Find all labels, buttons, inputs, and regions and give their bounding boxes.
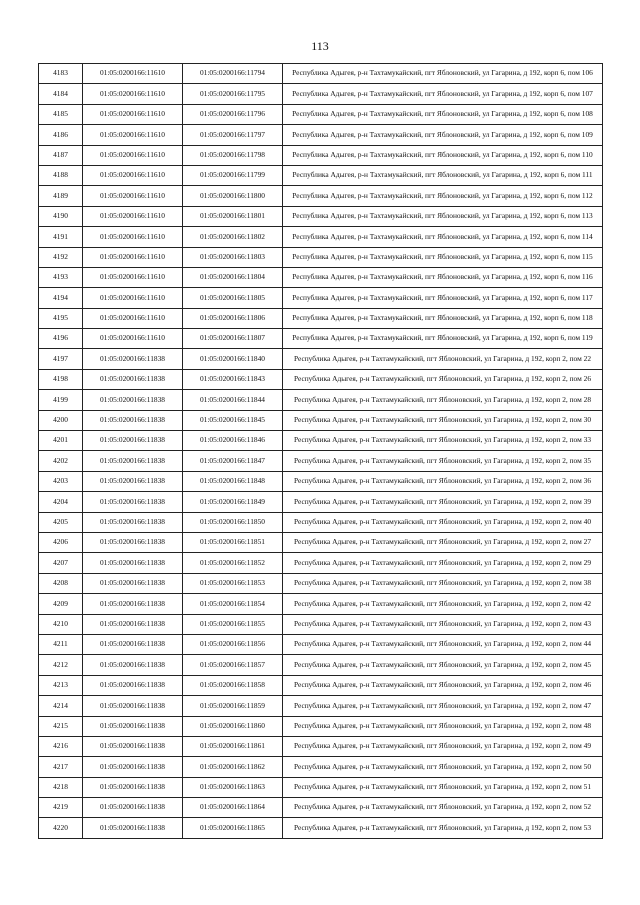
table-row — [39, 492, 603, 512]
cadastral-number-cell: 01:05:0200166:11863 — [183, 777, 283, 797]
cadastral-number-cell: 01:05:0200166:11862 — [183, 757, 283, 777]
parent-cadastral-number-cell: 01:05:0200166:11838 — [83, 532, 183, 552]
row-number-cell: 4185 — [39, 104, 83, 124]
row-number-cell: 4211 — [39, 634, 83, 654]
row-number-cell: 4191 — [39, 227, 83, 247]
parent-cadastral-number-cell: 01:05:0200166:11838 — [83, 675, 183, 695]
cadastral-number-cell: 01:05:0200166:11851 — [183, 532, 283, 552]
cadastral-number-cell: 01:05:0200166:11802 — [183, 227, 283, 247]
table-row — [39, 288, 603, 308]
address-cell: Республика Адыгея, р-н Тахтамукайский, пгт Яблоновский, ул Гагарина, д 192, корп 2, пом 45 — [283, 655, 603, 675]
address-cell: Республика Адыгея, р-н Тахтамукайский, пгт Яблоновский, ул Гагарина, д 192, корп 2, пом 50 — [283, 757, 603, 777]
table-row — [39, 186, 603, 206]
table-row — [39, 369, 603, 389]
table-row — [39, 329, 603, 349]
cadastral-number-cell: 01:05:0200166:11795 — [183, 84, 283, 104]
address-cell: Республика Адыгея, р-н Тахтамукайский, пгт Яблоновский, ул Гагарина, д 192, корп 2, пом 40 — [283, 512, 603, 532]
row-number-cell: 4212 — [39, 655, 83, 675]
table-row — [39, 308, 603, 328]
address-cell: Республика Адыгея, р-н Тахтамукайский, пгт Яблоновский, ул Гагарина, д 192, корп 6, пом 116 — [283, 267, 603, 287]
parent-cadastral-number-cell: 01:05:0200166:11610 — [83, 84, 183, 104]
table-row — [39, 145, 603, 165]
table-row — [39, 532, 603, 552]
table-row — [39, 471, 603, 491]
cadastral-number-cell: 01:05:0200166:11794 — [183, 64, 283, 84]
table-row — [39, 553, 603, 573]
row-number-cell: 4215 — [39, 716, 83, 736]
row-number-cell: 4197 — [39, 349, 83, 369]
cadastral-number-cell: 01:05:0200166:11840 — [183, 349, 283, 369]
table-row — [39, 573, 603, 593]
table-row — [39, 349, 603, 369]
cadastral-number-cell: 01:05:0200166:11854 — [183, 594, 283, 614]
cadastral-number-cell: 01:05:0200166:11796 — [183, 104, 283, 124]
table-row — [39, 267, 603, 287]
parent-cadastral-number-cell: 01:05:0200166:11838 — [83, 655, 183, 675]
parent-cadastral-number-cell: 01:05:0200166:11610 — [83, 64, 183, 84]
parent-cadastral-number-cell: 01:05:0200166:11838 — [83, 451, 183, 471]
address-cell: Республика Адыгея, р-н Тахтамукайский, пгт Яблоновский, ул Гагарина, д 192, корп 2, пом 39 — [283, 492, 603, 512]
table-row — [39, 757, 603, 777]
row-number-cell: 4186 — [39, 125, 83, 145]
address-cell: Республика Адыгея, р-н Тахтамукайский, пгт Яблоновский, ул Гагарина, д 192, корп 6, пом 115 — [283, 247, 603, 267]
row-number-cell: 4187 — [39, 145, 83, 165]
cadastral-number-cell: 01:05:0200166:11845 — [183, 410, 283, 430]
cadastral-number-cell: 01:05:0200166:11864 — [183, 798, 283, 818]
row-number-cell: 4205 — [39, 512, 83, 532]
table-row — [39, 64, 603, 84]
parent-cadastral-number-cell: 01:05:0200166:11838 — [83, 349, 183, 369]
parent-cadastral-number-cell: 01:05:0200166:11610 — [83, 227, 183, 247]
parent-cadastral-number-cell: 01:05:0200166:11610 — [83, 145, 183, 165]
parent-cadastral-number-cell: 01:05:0200166:11838 — [83, 369, 183, 389]
parent-cadastral-number-cell: 01:05:0200166:11610 — [83, 247, 183, 267]
row-number-cell: 4193 — [39, 267, 83, 287]
row-number-cell: 4189 — [39, 186, 83, 206]
address-cell: Республика Адыгея, р-н Тахтамукайский, пгт Яблоновский, ул Гагарина, д 192, корп 6, пом 111 — [283, 165, 603, 185]
parent-cadastral-number-cell: 01:05:0200166:11838 — [83, 634, 183, 654]
table-row — [39, 410, 603, 430]
row-number-cell: 4188 — [39, 165, 83, 185]
row-number-cell: 4184 — [39, 84, 83, 104]
parent-cadastral-number-cell: 01:05:0200166:11838 — [83, 471, 183, 491]
table-row — [39, 716, 603, 736]
parent-cadastral-number-cell: 01:05:0200166:11610 — [83, 308, 183, 328]
cadastral-number-cell: 01:05:0200166:11843 — [183, 369, 283, 389]
table-row — [39, 655, 603, 675]
table-row — [39, 206, 603, 226]
row-number-cell: 4194 — [39, 288, 83, 308]
address-cell: Республика Адыгея, р-н Тахтамукайский, пгт Яблоновский, ул Гагарина, д 192, корп 2, пом 35 — [283, 451, 603, 471]
parent-cadastral-number-cell: 01:05:0200166:11838 — [83, 696, 183, 716]
parent-cadastral-number-cell: 01:05:0200166:11838 — [83, 736, 183, 756]
row-number-cell: 4209 — [39, 594, 83, 614]
table-row — [39, 165, 603, 185]
row-number-cell: 4206 — [39, 532, 83, 552]
row-number-cell: 4190 — [39, 206, 83, 226]
parent-cadastral-number-cell: 01:05:0200166:11838 — [83, 390, 183, 410]
row-number-cell: 4213 — [39, 675, 83, 695]
cadastral-number-cell: 01:05:0200166:11849 — [183, 492, 283, 512]
registry-table-body — [39, 64, 603, 839]
cadastral-number-cell: 01:05:0200166:11800 — [183, 186, 283, 206]
table-row — [39, 431, 603, 451]
row-number-cell: 4196 — [39, 329, 83, 349]
cadastral-number-cell: 01:05:0200166:11844 — [183, 390, 283, 410]
table-row — [39, 84, 603, 104]
cadastral-number-cell: 01:05:0200166:11799 — [183, 165, 283, 185]
row-number-cell: 4195 — [39, 308, 83, 328]
cadastral-number-cell: 01:05:0200166:11848 — [183, 471, 283, 491]
address-cell: Республика Адыгея, р-н Тахтамукайский, пгт Яблоновский, ул Гагарина, д 192, корп 2, пом 28 — [283, 390, 603, 410]
page-number: 113 — [311, 39, 329, 53]
address-cell: Республика Адыгея, р-н Тахтамукайский, пгт Яблоновский, ул Гагарина, д 192, корп 2, пом 27 — [283, 532, 603, 552]
cadastral-number-cell: 01:05:0200166:11806 — [183, 308, 283, 328]
address-cell: Республика Адыгея, р-н Тахтамукайский, пгт Яблоновский, ул Гагарина, д 192, корп 6, пом 118 — [283, 308, 603, 328]
row-number-cell: 4208 — [39, 573, 83, 593]
address-cell: Республика Адыгея, р-н Тахтамукайский, пгт Яблоновский, ул Гагарина, д 192, корп 6, пом 110 — [283, 145, 603, 165]
address-cell: Республика Адыгея, р-н Тахтамукайский, пгт Яблоновский, ул Гагарина, д 192, корп 6, пом 106 — [283, 64, 603, 84]
parent-cadastral-number-cell: 01:05:0200166:11610 — [83, 267, 183, 287]
address-cell: Республика Адыгея, р-н Тахтамукайский, пгт Яблоновский, ул Гагарина, д 192, корп 2, пом 47 — [283, 696, 603, 716]
address-cell: Республика Адыгея, р-н Тахтамукайский, пгт Яблоновский, ул Гагарина, д 192, корп 2, пом 48 — [283, 716, 603, 736]
cadastral-number-cell: 01:05:0200166:11853 — [183, 573, 283, 593]
parent-cadastral-number-cell: 01:05:0200166:11610 — [83, 329, 183, 349]
parent-cadastral-number-cell: 01:05:0200166:11610 — [83, 104, 183, 124]
parent-cadastral-number-cell: 01:05:0200166:11838 — [83, 410, 183, 430]
row-number-cell: 4220 — [39, 818, 83, 838]
address-cell: Республика Адыгея, р-н Тахтамукайский, пгт Яблоновский, ул Гагарина, д 192, корп 6, пом 113 — [283, 206, 603, 226]
row-number-cell: 4214 — [39, 696, 83, 716]
parent-cadastral-number-cell: 01:05:0200166:11610 — [83, 186, 183, 206]
table-row — [39, 736, 603, 756]
table-row — [39, 777, 603, 797]
parent-cadastral-number-cell: 01:05:0200166:11838 — [83, 716, 183, 736]
cadastral-number-cell: 01:05:0200166:11850 — [183, 512, 283, 532]
cadastral-number-cell: 01:05:0200166:11861 — [183, 736, 283, 756]
address-cell: Республика Адыгея, р-н Тахтамукайский, пгт Яблоновский, ул Гагарина, д 192, корп 2, пом 46 — [283, 675, 603, 695]
table-row — [39, 512, 603, 532]
row-number-cell: 4201 — [39, 431, 83, 451]
cadastral-number-cell: 01:05:0200166:11857 — [183, 655, 283, 675]
parent-cadastral-number-cell: 01:05:0200166:11838 — [83, 777, 183, 797]
address-cell: Республика Адыгея, р-н Тахтамукайский, пгт Яблоновский, ул Гагарина, д 192, корп 6, пом 107 — [283, 84, 603, 104]
address-cell: Республика Адыгея, р-н Тахтамукайский, пгт Яблоновский, ул Гагарина, д 192, корп 2, пом 49 — [283, 736, 603, 756]
cadastral-number-cell: 01:05:0200166:11859 — [183, 696, 283, 716]
parent-cadastral-number-cell: 01:05:0200166:11838 — [83, 614, 183, 634]
table-row — [39, 634, 603, 654]
parent-cadastral-number-cell: 01:05:0200166:11838 — [83, 573, 183, 593]
address-cell: Республика Адыгея, р-н Тахтамукайский, пгт Яблоновский, ул Гагарина, д 192, корп 2, пом 44 — [283, 634, 603, 654]
table-row — [39, 247, 603, 267]
table-row — [39, 594, 603, 614]
address-cell: Республика Адыгея, р-н Тахтамукайский, пгт Яблоновский, ул Гагарина, д 192, корп 2, пом 33 — [283, 431, 603, 451]
row-number-cell: 4207 — [39, 553, 83, 573]
address-cell: Республика Адыгея, р-н Тахтамукайский, пгт Яблоновский, ул Гагарина, д 192, корп 2, пом 30 — [283, 410, 603, 430]
table-row — [39, 696, 603, 716]
address-cell: Республика Адыгея, р-н Тахтамукайский, пгт Яблоновский, ул Гагарина, д 192, корп 2, пом 36 — [283, 471, 603, 491]
address-cell: Республика Адыгея, р-н Тахтамукайский, пгт Яблоновский, ул Гагарина, д 192, корп 2, пом 29 — [283, 553, 603, 573]
address-cell: Республика Адыгея, р-н Тахтамукайский, пгт Яблоновский, ул Гагарина, д 192, корп 2, пом 22 — [283, 349, 603, 369]
parent-cadastral-number-cell: 01:05:0200166:11610 — [83, 288, 183, 308]
parent-cadastral-number-cell: 01:05:0200166:11838 — [83, 818, 183, 838]
parent-cadastral-number-cell: 01:05:0200166:11838 — [83, 492, 183, 512]
cadastral-number-cell: 01:05:0200166:11865 — [183, 818, 283, 838]
table-row — [39, 451, 603, 471]
address-cell: Республика Адыгея, р-н Тахтамукайский, пгт Яблоновский, ул Гагарина, д 192, корп 6, пом 119 — [283, 329, 603, 349]
address-cell: Республика Адыгея, р-н Тахтамукайский, пгт Яблоновский, ул Гагарина, д 192, корп 2, пом 52 — [283, 798, 603, 818]
address-cell: Республика Адыгея, р-н Тахтамукайский, пгт Яблоновский, ул Гагарина, д 192, корп 6, пом 109 — [283, 125, 603, 145]
cadastral-number-cell: 01:05:0200166:11807 — [183, 329, 283, 349]
address-cell: Республика Адыгея, р-н Тахтамукайский, пгт Яблоновский, ул Гагарина, д 192, корп 2, пом 53 — [283, 818, 603, 838]
cadastral-number-cell: 01:05:0200166:11855 — [183, 614, 283, 634]
table-row — [39, 798, 603, 818]
table-row — [39, 125, 603, 145]
table-row — [39, 104, 603, 124]
parent-cadastral-number-cell: 01:05:0200166:11610 — [83, 125, 183, 145]
row-number-cell: 4199 — [39, 390, 83, 410]
row-number-cell: 4192 — [39, 247, 83, 267]
row-number-cell: 4202 — [39, 451, 83, 471]
cadastral-number-cell: 01:05:0200166:11804 — [183, 267, 283, 287]
parent-cadastral-number-cell: 01:05:0200166:11838 — [83, 757, 183, 777]
row-number-cell: 4216 — [39, 736, 83, 756]
address-cell: Республика Адыгея, р-н Тахтамукайский, пгт Яблоновский, ул Гагарина, д 192, корп 6, пом 108 — [283, 104, 603, 124]
parent-cadastral-number-cell: 01:05:0200166:11838 — [83, 512, 183, 532]
row-number-cell: 4203 — [39, 471, 83, 491]
row-number-cell: 4200 — [39, 410, 83, 430]
row-number-cell: 4218 — [39, 777, 83, 797]
table-row — [39, 818, 603, 838]
row-number-cell: 4217 — [39, 757, 83, 777]
cadastral-number-cell: 01:05:0200166:11805 — [183, 288, 283, 308]
parent-cadastral-number-cell: 01:05:0200166:11838 — [83, 431, 183, 451]
address-cell: Республика Адыгея, р-н Тахтамукайский, пгт Яблоновский, ул Гагарина, д 192, корп 2, пом 38 — [283, 573, 603, 593]
address-cell: Республика Адыгея, р-н Тахтамукайский, пгт Яблоновский, ул Гагарина, д 192, корп 2, пом 51 — [283, 777, 603, 797]
cadastral-number-cell: 01:05:0200166:11797 — [183, 125, 283, 145]
cadastral-number-cell: 01:05:0200166:11858 — [183, 675, 283, 695]
row-number-cell: 4183 — [39, 64, 83, 84]
address-cell: Республика Адыгея, р-н Тахтамукайский, пгт Яблоновский, ул Гагарина, д 192, корп 2, пом 42 — [283, 594, 603, 614]
cadastral-number-cell: 01:05:0200166:11803 — [183, 247, 283, 267]
address-cell: Республика Адыгея, р-н Тахтамукайский, пгт Яблоновский, ул Гагарина, д 192, корп 2, пом 26 — [283, 369, 603, 389]
table-row — [39, 614, 603, 634]
cadastral-number-cell: 01:05:0200166:11846 — [183, 431, 283, 451]
cadastral-number-cell: 01:05:0200166:11856 — [183, 634, 283, 654]
cadastral-number-cell: 01:05:0200166:11860 — [183, 716, 283, 736]
row-number-cell: 4219 — [39, 798, 83, 818]
address-cell: Республика Адыгея, р-н Тахтамукайский, пгт Яблоновский, ул Гагарина, д 192, корп 6, пом 117 — [283, 288, 603, 308]
cadastral-number-cell: 01:05:0200166:11852 — [183, 553, 283, 573]
row-number-cell: 4198 — [39, 369, 83, 389]
address-cell: Республика Адыгея, р-н Тахтамукайский, пгт Яблоновский, ул Гагарина, д 192, корп 2, пом 43 — [283, 614, 603, 634]
address-cell: Республика Адыгея, р-н Тахтамукайский, пгт Яблоновский, ул Гагарина, д 192, корп 6, пом 112 — [283, 186, 603, 206]
table-row — [39, 227, 603, 247]
parent-cadastral-number-cell: 01:05:0200166:11838 — [83, 798, 183, 818]
registry-table — [38, 63, 603, 839]
cadastral-number-cell: 01:05:0200166:11798 — [183, 145, 283, 165]
row-number-cell: 4204 — [39, 492, 83, 512]
cadastral-number-cell: 01:05:0200166:11801 — [183, 206, 283, 226]
parent-cadastral-number-cell: 01:05:0200166:11838 — [83, 553, 183, 573]
table-row — [39, 675, 603, 695]
address-cell: Республика Адыгея, р-н Тахтамукайский, пгт Яблоновский, ул Гагарина, д 192, корп 6, пом 114 — [283, 227, 603, 247]
parent-cadastral-number-cell: 01:05:0200166:11610 — [83, 165, 183, 185]
parent-cadastral-number-cell: 01:05:0200166:11610 — [83, 206, 183, 226]
cadastral-number-cell: 01:05:0200166:11847 — [183, 451, 283, 471]
table-row — [39, 390, 603, 410]
parent-cadastral-number-cell: 01:05:0200166:11838 — [83, 594, 183, 614]
row-number-cell: 4210 — [39, 614, 83, 634]
